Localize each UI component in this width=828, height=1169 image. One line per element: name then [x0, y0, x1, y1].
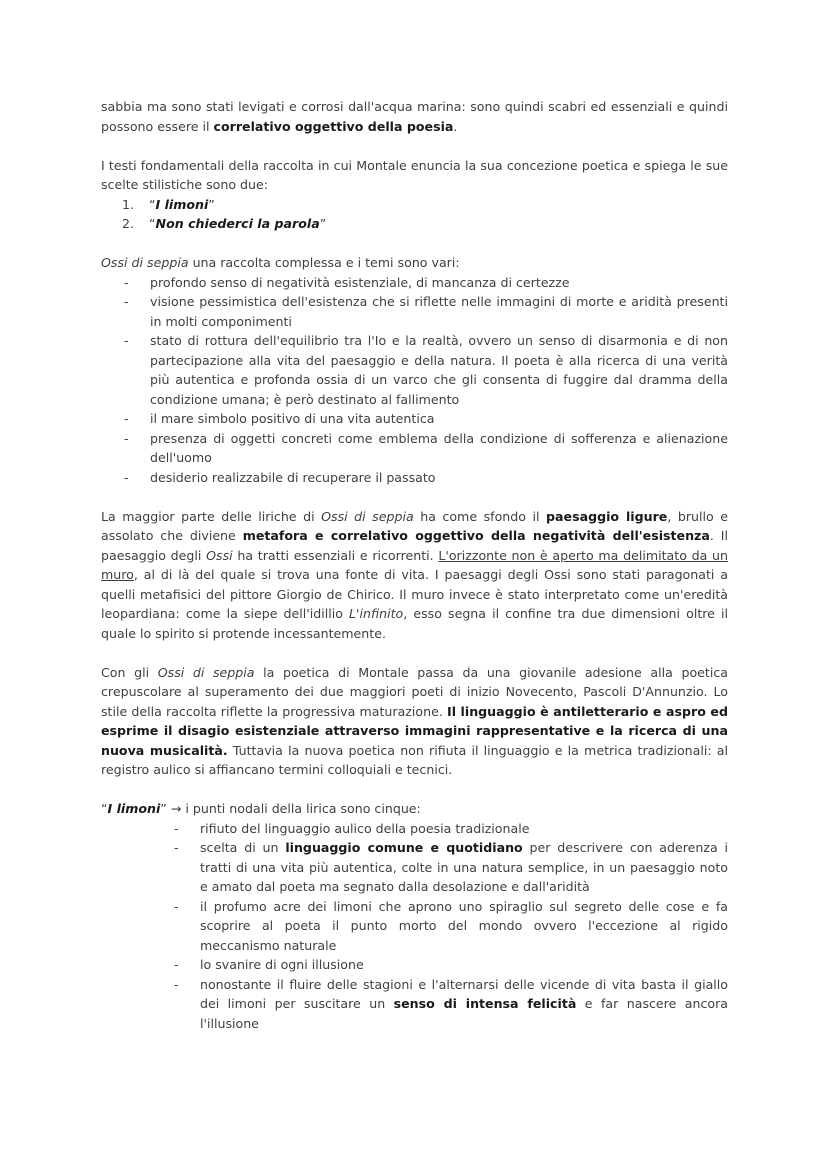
paragraph-key-texts: I testi fondamentali della raccolta in cui Montale enuncia la sua concezione poetica e spiega le sue scelte stilistiche sono due: [101, 157, 728, 192]
paragraph-poetics: Con gli Ossi di seppia la poetica di Montale passa da una giovanile adesione alla poetica crepuscolare al superamento dei due maggiori poeti di inizio Novecento, Pascoli D'Annunzio. Lo stile della raccolta riflette la progressiva maturazione. Il linguaggio è antiletterario e aspro ed esprime il disagio esistenziale attraverso immagini rappresentative e la ricerca di una nuova musicalità. Tuttavia la nuova poetica non rifiuta il linguaggio e la metrica tradizionali: al registro aulico si affiancano termini colloquiali e tecnici. [101, 664, 728, 777]
paragraph-intro [101, 97, 728, 136]
list-item: - il mare simbolo positivo di una vita autentica [124, 411, 435, 426]
list-item: - presenza di oggetti concreti come emblema della condizione di sofferenza e alienazione dell'uomo [124, 430, 728, 465]
list-item: - scelta di un linguaggio comune e quotidiano per descrivere con aderenza i tratti di una vita più autentica, colte in una natura semplice, in un paesaggio noto e amato dal poeta ma segnato dalla desolazione e dall'aridità [174, 840, 729, 894]
paragraph-landscape: La maggior parte delle liriche di Ossi di seppia ha come sfondo il paesaggio ligure, brullo e assolato che diviene metafora e correlativo oggettivo della negatività dell'esistenza. Il paesaggio degli Ossi ha tratti essenziali e ricorrenti. L'orizzonte non è aperto ma delimitato da un muro, al di là del quale si trova una fonte di vita. I paesaggi degli Ossi sono stati paragonati a quelli metafisici del pittore Giorgio de Chirico. Il muro invece è stato interpretato come un'eredità leopardiana: come la siepe dell'idillio L'infinito, esso segna il confine tra due dimensioni oltre il quale lo spirito si protende incessantemente. [101, 508, 729, 641]
list-item: - il profumo acre dei limoni che aprono uno spiraglio sul segreto delle cose e fa scoprire al poeta il punto morto del mondo ovvero l'eccezione al rigido meccanismo naturale [174, 898, 728, 953]
list-item: - desiderio realizzabile di recuperare il passato [124, 469, 436, 485]
text: sabbia ma sono stati levigati e corrosi dall'acqua marina: sono quindi scabri ed essenziali e quindi possono essere il [101, 99, 728, 134]
paragraph-themes-intro: Ossi di seppia una raccolta complessa e i temi sono vari: [101, 255, 460, 270]
text: . [453, 118, 458, 134]
list-item: - nonostante il fluire delle stagioni e l'alternarsi delle vicende di vita basta il giallo dei limoni per suscitare un senso di intensa felicità e far nascere ancora l'illusione [174, 976, 728, 1031]
list-item: 1. “I limoni” [122, 196, 215, 212]
paragraph-limoni-intro: “I limoni” → i punti nodali della lirica sono cinque: [101, 801, 421, 816]
list-item: - stato di rottura dell'equilibrio tra l'Io e la realtà, ovvero un senso di disarmonia e di non partecipazione alla vita del paesaggio e della natura. Il poeta è alla ricerca di una verità più autentica e profonda ossia di un varco che gli consenta di fuggire dal dramma della condizione umana; è però destinato al fallimento [124, 333, 728, 407]
list-item: - lo svanire di ogni illusione [174, 957, 364, 972]
themes-list [101, 273, 728, 488]
nodes-list [101, 819, 728, 1034]
bold-text: correlativo oggettivo della poesia [213, 118, 454, 134]
list-item: - profondo senso di negatività esistenziale, di mancanza di certezze [124, 274, 570, 290]
numbered-list [101, 195, 728, 234]
list-item: - visione pessimistica dell'esistenza che si riflette nelle immagini di morte e aridità presenti in molti componimenti [124, 294, 728, 329]
underlined-text: L'orizzonte non è aperto ma delimitato da un muro [101, 547, 729, 582]
list-item: 2. “Non chiederci la parola” [122, 216, 327, 231]
list-item: - rifiuto del linguaggio aulico della poesia tradizionale [174, 820, 530, 836]
document-page [101, 97, 728, 1033]
arrow-icon: → [166, 801, 186, 816]
